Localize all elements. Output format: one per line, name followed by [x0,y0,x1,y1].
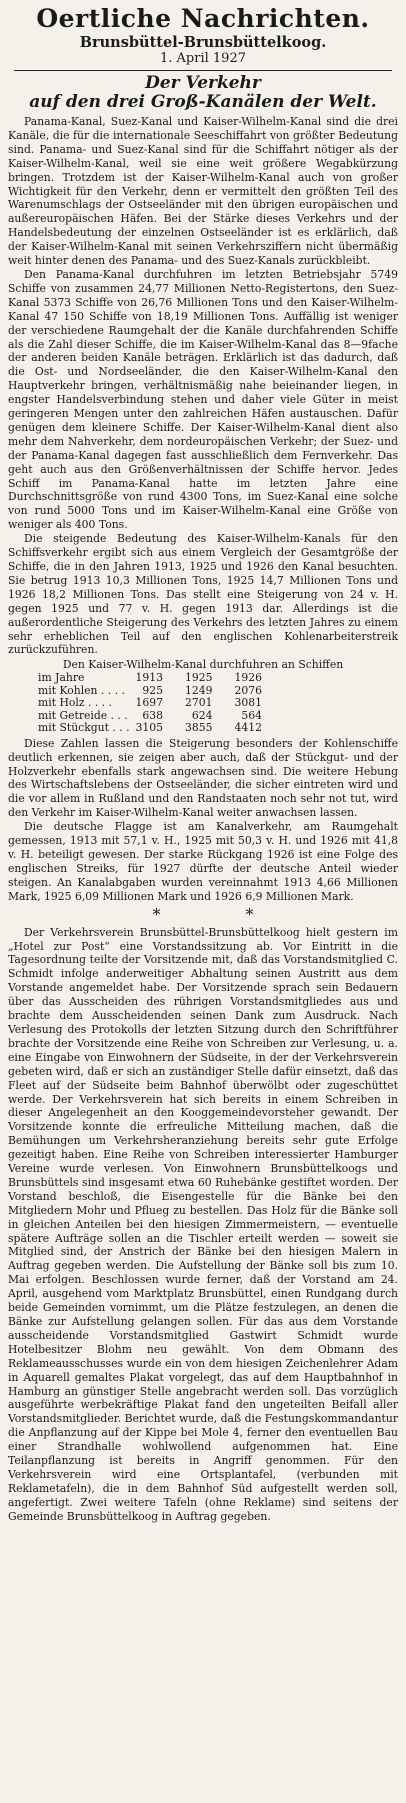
table-header-cell: 1925 [185,671,213,685]
paragraph: Der Verkehrsverein Brunsbüttel-Brunsbüttelkoog hielt gestern im „Hotel zur Post“ eine Vorstandssitzung ab. Vor Eintritt in die Tagesordnung teilte der Vorsitzende mit, daß das Vorstandsmitglied C. Schmidt infolge anderweitiger Abhaltung seinen Austritt aus dem Vorstande angemeldet habe. Der Vorsitzende sprach sein Bedauern über das Ausscheiden des rührigen Vorstandsmitgliedes aus und brachte dem Ausscheidenden seinen Dank zum Ausdruck. Nach Verlesung des Protokolls der letzten Sitzung durch den Schriftführer brachte der Vorsitzende eine Reihe von Schreiben zur Verlesung, u. a. eine Eingabe von Einwohnern der Südseite, in der der Verkehrsverein gebeten wird, daß er sich an zuständiger Stelle dafür einsetzt, daß das Fleet auf der Südseite beim Bahnhof überwölbt oder zugeschüttet werde. Der Verkehrsverein hat sich bereits in einem Schreiben in dieser Angelegenheit an den Kooggemeindevorsteher gewandt. Der Vorsitzende konnte die erfreuliche Mitteilung machen, daß die Bemühungen um Verkehrsheranziehung bereits sehr gute Erfolge gezeitigt haben. Eine Reihe von Schreiben interessierter Hamburger Vereine wurde verlesen. Von Einwohnern Brunsbüttelkoogs und Brunsbüttels sind insgesamt etwa 60 Ruhebänke gestiftet worden. Der Vorstand beschloß, die Eisengestelle für die Bänke bei den Mitgliedern Mohr und Pflueg zu bestellen. Das Holz für die Bänke soll in gleichen Anteilen bei den hiesigen Zimmermeistern, — eventuelle spätere Aufträge sollen an die Tischler erteilt werden — soweit sie Mitglied sind, der Anstrich der Bänke bei den hiesigen Malern in Auftrag gegeben werden. Die Aufstellung der Bänke soll bis zum 10. Mai erfolgen. Beschlossen wurde ferner, daß der Vorstand am 24. April, ausgehend vom Marktplatz Brunsbüttel, einen Rundgang durch beide Gemeinden vornimmt, um die Plätze festzulegen, an denen die Bänke zur Aufstellung gelangen sollen. Für das aus dem Vorstande ausscheidende Vorstandsmitglied Gastwirt Schmidt wurde Hotelbesitzer Blohm neu gewählt. Von dem Obmann des Reklameausschusses wurde ein von dem hiesigen Zeichenlehrer Adam in Aquarell gemaltes Plakat vorgelegt, das auf dem Hauptbahnhof in Hamburg an günstiger Stelle angebracht werden soll. Das vorzüglich ausgeführte werbekräftige Plakat fand den ungeteilten Beifall aller Vorstandsmitglieder. Berichtet wurde, daß die Festungskommandantur die Anpflanzung auf der Kippe bei Mole 4, ferner den eventuellen Bau einer Strandhalle wohlwollend aufgenommen hat. Eine Teilanpflanzung ist bereits in Angriff genommen. Für den Verkehrsverein wird eine Ortsplantafel, (verbunden mit Reklametafeln), die in dem Bahnhof Süd aufgestellt werden soll, angefertigt. Zwei weitere Tafeln (ohne Reklame) sind seitens der Gemeinde Brunsbüttelkoog in Auftrag gegeben. [8,925,398,1523]
article-body-canals-continued [8,737,398,904]
table-row [38,697,284,710]
paragraph: Diese Zahlen lassen die Steigerung besonders der Kohlenschiffe deutlich erkennen, sie zeigen aber auch, daß der Stückgut- und der Holzverkehr ebenfalls stark angewachsen sind. Die weitere Hebung des Wirtschaftslebens der Ostseeländer, die sicher eintreten wird und die vor allem in Rußland und den Randstaaten noch sehr not tut, wird den Verkehr im Kaiser-Wilhelm-Kanal weiter anwachsen lassen. [8,736,398,820]
paragraph: Die deutsche Flagge ist am Kanalverkehr, am Raumgehalt gemessen, 1913 mit 57,1 v. H., 1925 mit 50,3 v. H. und 1926 mit 41,8 v. H. beteiligt gewesen. Der starke Rückgang 1926 ist eine Folge des englischen Streiks, für 1927 dürfte der deutsche Anteil wieder steigen. An Kanalabgaben wurden vereinnahmt 1913 4,66 Millionen Mark, 1925 6,09 Millionen Mark und 1926 6,9 Millionen Mark. [8,820,398,903]
article-body-canals [8,115,398,657]
table-cell: 624 [191,708,213,722]
section-separator: * * [152,904,294,924]
table-cell: 3105 [135,721,164,735]
table-cell: 1697 [135,696,164,710]
article-headline [8,74,398,112]
table-header-row [38,672,284,685]
table-header-cell: 1913 [135,671,164,685]
table-cell: 2701 [185,696,213,710]
table-cell: 3855 [185,721,213,735]
ship-statistics-table [38,672,284,735]
paragraph: Den Panama-Kanal durchfuhren im letzten Betriebsjahr 5749 Schiffe von zusammen 24,77 Millionen Netto-Registertons, den Suez-Kanal 5373 Schiffe von 26,76 Millionen Tons und den Kaiser-Wilhelm-Kanal 47 150 Schiffe von 18,19 Millionen Tons. Auffällig ist weniger der verschiedene Raumgehalt der die Kanäle durchfahrenden Schiffe als die Zahl dieser Schiffe, die im Kaiser-Wilhelm-Kanal das 8—9fache der anderen beiden Kanäle beträgen. Erklärlich ist das dadurch, daß die Ost- und Nordseeländer, die den Kaiser-Wilhelm-Kanal den Hauptverkehr bringen, verhältnismäßig nahe beieinander liegen, in engster Handelsverbindung stehen und daher viele Güter in meist geringeren Mengen unter den zahlreichen Häfen austauschen. Dafür genügen dem kleinere Schiffe. Der Kaiser-Wilhelm-Kanal dient also mehr dem Nahverkehr, dem nordeuropäischen Verkehr; der Suez- und der Panama-Kanal dagegen fast ausschließlich dem Fernverkehr. Das geht auch aus den Größenverhältnissen der Schiffe hervor. Jedes Schiff im Panama-Kanal hatte im letzten Jahre eine Durchschnittsgröße von rund 4300 Tons, im Suez-Kanal eine solche von rund 5000 Tons und im Kaiser-Wilhelm-Kanal eine Größe von weniger als 400 Tons. [8,267,398,532]
table-cell: 1249 [185,683,213,697]
headline-line-1: Der Verkehr [145,73,261,93]
newspaper-page [8,0,398,1524]
headline-line-2: auf den drei Groß-Kanälen der Welt. [29,92,377,112]
table-cell: 2076 [234,683,262,697]
table-title: Den Kaiser-Wilhelm-Kanal durchfuhren an Schiffen [62,658,344,672]
table-cell: mit Getreide . . . [38,708,128,722]
title-rule [14,70,392,71]
table-header-cell: 1926 [234,671,262,685]
table-cell: 3081 [234,696,262,710]
section-title: Oertliche Nachrichten. [36,4,370,33]
issue-date: 1. April 1927 [160,51,246,66]
table-cell: 564 [241,708,262,722]
paragraph: Die steigende Bedeutung des Kaiser-Wilhelm-Kanals für den Schiffsverkehr ergibt sich aus einem Vergleich der Gesamtgröße der Schiffe, die in den Jahren 1913, 1925 und 1926 den Kanal besuchten. Sie betrug 1913 10,3 Millionen Tons, 1925 14,7 Millionen Tons und 1926 18,2 Millionen Tons. Das stellt eine Steigerung von 24 v. H. gegen 1925 und 77 v. H. gegen 1913 dar. Allerdings ist die außerordentliche Steigerung des Verkehrs des letzten Jahres zu einem sehr erheblichen Teil auf den englischen Kohlenarbeiterstreik zurückzuführen. [8,532,398,657]
table-cell: 925 [142,683,164,697]
table-cell: mit Stückgut . . . [38,721,130,735]
table-cell: 638 [142,708,164,722]
table-row [38,722,284,735]
table-cell: mit Holz . . . . [38,696,112,710]
table-cell: 4412 [234,721,262,735]
table-header-cell: im Jahre [38,671,85,685]
table-cell: mit Kohlen . . . . [38,683,125,697]
paragraph: Panama-Kanal, Suez-Kanal und Kaiser-Wilhelm-Kanal sind die drei Kanäle, die für die internationale Seeschiffahrt von größter Bedeutung sind. Panama- und Suez-Kanal sind für die Schiffahrt nötiger als der Kaiser-Wilhelm-Kanal, weil sie eine weit größere Wegabkürzung bringen. Trotzdem ist der Kaiser-Wilhelm-Kanal auch von großer Wichtigkeit für den Verkehr, denn er vermittelt den größten Teil des Warenumschlags der Ostseeländer mit den übrigen europäischen und außereuropäischen Häfen. Bei der Stärke dieses Verkehrs und der Handelsbedeutung der einzelnen Ostseeländer ist es erklärlich, daß der Kaiser-Wilhelm-Kanal mit seinen Verkehrsziffern nicht übermäßig weit hinter denen des Panama- und des Suez-Kanals zurückbleibt. [8,115,398,268]
place-line: Brunsbüttel-Brunsbüttelkoog. [79,34,327,51]
article-body-verkehrsverein [8,926,398,1524]
